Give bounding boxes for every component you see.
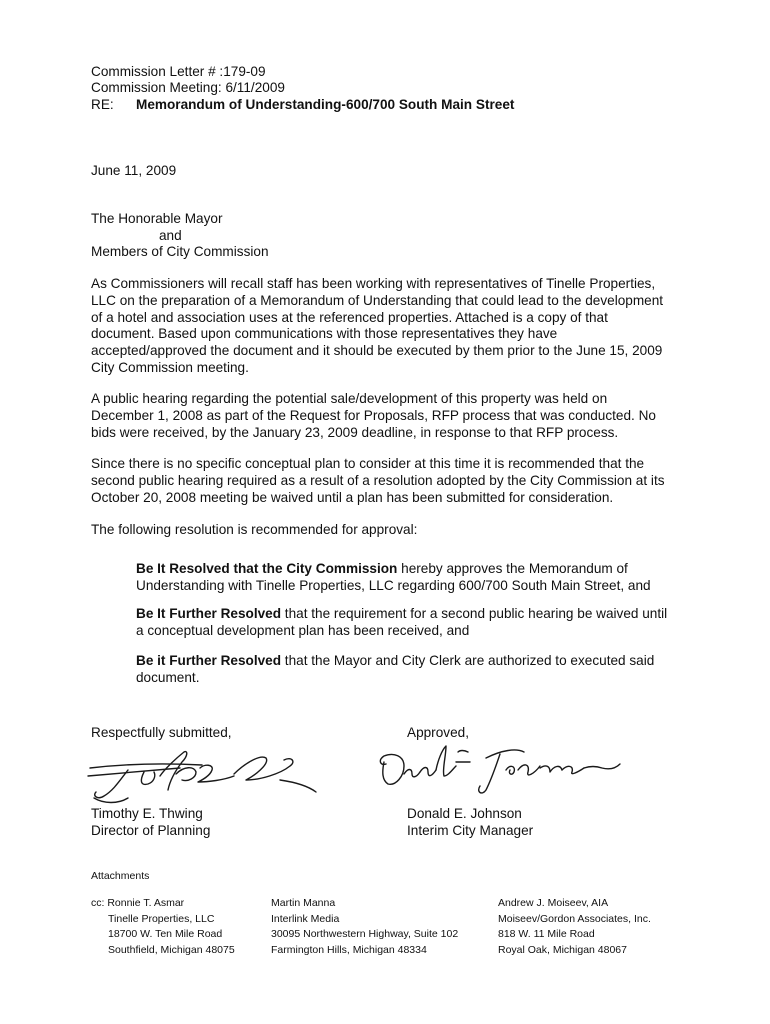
body-paragraph-2 [91, 391, 691, 441]
resolution-text: hereby approves the Memorandum of [397, 561, 628, 576]
resolution-text: that the requirement for a second public hearing be waived until [281, 606, 668, 621]
resolution-text: Understanding with Tinelle Properties, LLC regarding 600/700 South Main Street, and [136, 577, 651, 593]
paragraph-line: As Commissioners will recall staff has been working with representatives of Tinelle Properties, [91, 276, 656, 291]
approved-label: Approved, [407, 725, 469, 740]
resolution-text: document. [136, 669, 200, 685]
cc-line: Andrew J. Moiseev, AIA [498, 897, 609, 909]
body-paragraph-4: The following resolution is recommended for approval: [91, 522, 418, 537]
commission-letter-number: Commission Letter # :179-09 [91, 64, 266, 79]
resolution-bold-lead: Be it Further Resolved [136, 653, 282, 668]
signer-left-name: Timothy E. Thwing [91, 806, 203, 821]
re-subject: Memorandum of Understanding-600/700 South Main Street [136, 97, 515, 112]
body-paragraph-1 [91, 276, 691, 377]
addressee-line-2: and [159, 228, 182, 243]
paragraph-line: A public hearing regarding the potential sale/development of this property was held on [91, 391, 608, 406]
cc-column-2 [271, 896, 458, 958]
thwing-signature [84, 746, 324, 808]
paragraph-line: second public hearing required as a result of a resolution adopted by the City Commission at its [91, 472, 665, 488]
paragraph-line: document. Based upon communications with those representatives they have [91, 326, 558, 342]
commission-meeting-date: Commission Meeting: 6/11/2009 [91, 80, 285, 95]
addressee-line-1: The Honorable Mayor [91, 211, 223, 226]
cc-line: 818 W. 11 Mile Road [498, 928, 595, 941]
signer-right-title: Interim City Manager [407, 823, 534, 838]
cc-line: Interlink Media [271, 912, 340, 925]
resolution-text: that the Mayor and City Clerk are authorized to executed said [281, 653, 655, 668]
signer-left-title: Director of Planning [91, 823, 211, 838]
cc-column-1 [91, 896, 235, 958]
attachments-label: Attachments [91, 870, 150, 882]
resolution-1 [136, 561, 696, 595]
paragraph-line: bids were received, by the January 23, 2009 deadline, in response to that RFP process. [91, 424, 619, 440]
cc-line: Moiseev/Gordon Associates, Inc. [498, 912, 651, 925]
respectfully-submitted-label: Respectfully submitted, [91, 725, 232, 740]
paragraph-line: October 20, 2008 meeting be waived until a plan has been submitted for consideration. [91, 489, 614, 505]
resolution-2 [136, 606, 696, 640]
resolution-text: a conceptual development plan has been received, and [136, 622, 470, 638]
paragraph-line: accepted/approved the document and it should be executed by them prior to the June 15, 2009 [91, 343, 663, 359]
cc-line: cc: Ronnie T. Asmar [91, 897, 185, 909]
body-paragraph-3 [91, 456, 691, 506]
cc-line: Martin Manna [271, 897, 336, 909]
paragraph-line: Since there is no specific conceptual plan to consider at this time it is recommended that the [91, 456, 645, 471]
cc-line: Royal Oak, Michigan 48067 [498, 943, 627, 956]
resolution-3 [136, 653, 696, 687]
resolution-bold-lead: Be It Resolved that the City Commission [136, 561, 398, 576]
paragraph-line: of a hotel and association uses at the referenced properties. Attached is a copy of that [91, 309, 608, 325]
addressee-line-3: Members of City Commission [91, 244, 269, 259]
letter-date: June 11, 2009 [91, 163, 177, 178]
cc-line: 18700 W. Ten Mile Road [108, 928, 223, 941]
cc-line: Farmington Hills, Michigan 48334 [271, 943, 427, 956]
cc-line: Southfield, Michigan 48075 [108, 943, 235, 956]
cc-line: 30095 Northwestern Highway, Suite 102 [271, 928, 459, 941]
resolution-bold-lead: Be It Further Resolved [136, 606, 282, 621]
paragraph-line: City Commission meeting. [91, 359, 249, 375]
signer-right-name: Donald E. Johnson [407, 806, 522, 821]
paragraph-line: December 1, 2008 as part of the Request for Proposals, RFP process that was conducted. No [91, 407, 656, 423]
re-label: RE: [91, 97, 114, 112]
cc-line: Tinelle Properties, LLC [108, 912, 215, 925]
johnson-signature [374, 740, 624, 800]
cc-column-3 [498, 896, 651, 958]
paragraph-line: LLC on the preparation of a Memorandum of Understanding that could lead to the development [91, 292, 664, 308]
